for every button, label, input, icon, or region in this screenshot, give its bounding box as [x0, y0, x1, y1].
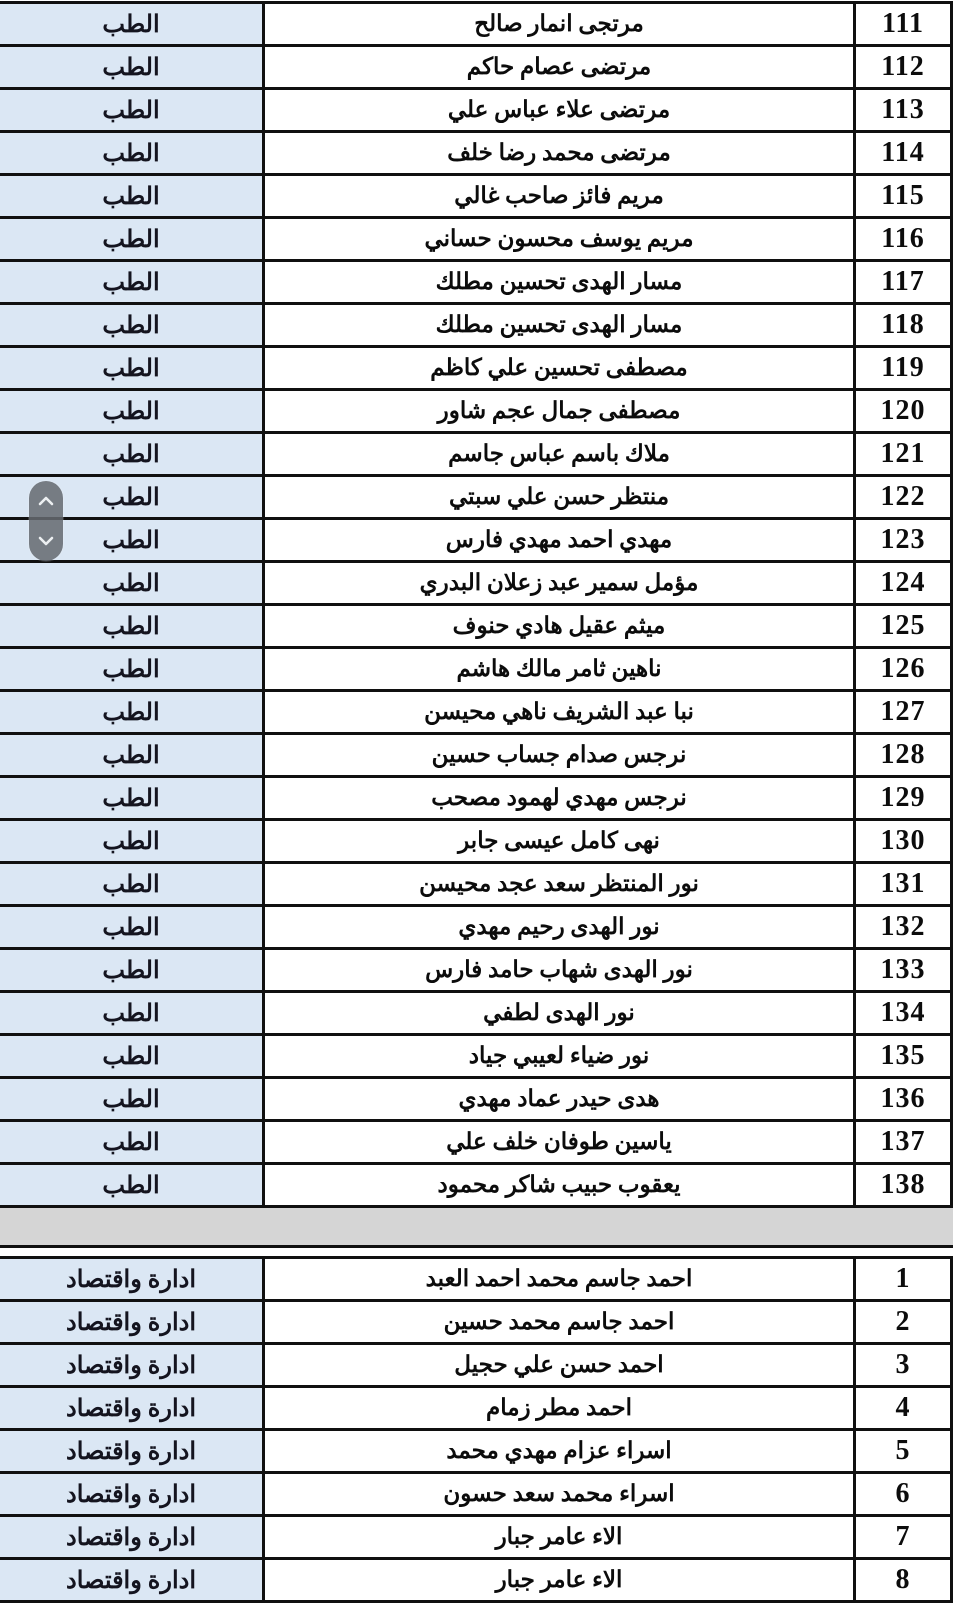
scroll-down-button[interactable] — [29, 521, 63, 561]
chevron-down-icon — [36, 535, 56, 547]
row-number-cell: 133 — [856, 950, 953, 990]
student-name-cell: مسار الهدى تحسين مطلك — [262, 305, 856, 345]
department-cell: الطب — [0, 735, 262, 775]
department-cell: الطب — [0, 176, 262, 216]
department-cell: ادارة واقتصاد — [0, 1431, 262, 1471]
table-row — [0, 864, 953, 907]
department-cell: ادارة واقتصاد — [0, 1560, 262, 1600]
department-cell: الطب — [0, 391, 262, 431]
row-number-cell: 124 — [856, 563, 953, 603]
student-name-cell: نور المنتظر سعد عجد محيسن — [262, 864, 856, 904]
row-number-cell: 129 — [856, 778, 953, 818]
table-row — [0, 821, 953, 864]
row-number-cell: 115 — [856, 176, 953, 216]
row-number-cell: 137 — [856, 1122, 953, 1162]
row-number-cell: 8 — [856, 1560, 953, 1600]
student-name-cell: يعقوب حبيب شاكر محمود — [262, 1165, 856, 1205]
student-name-cell: ياسين طوفان خلف علي — [262, 1122, 856, 1162]
student-name-cell: ميثم عقيل هادي حنوف — [262, 606, 856, 646]
department-cell: الطب — [0, 133, 262, 173]
department-cell: الطب — [0, 993, 262, 1033]
department-cell: الطب — [0, 907, 262, 947]
row-number-cell: 119 — [856, 348, 953, 388]
chevron-up-icon — [36, 495, 56, 507]
table-row — [0, 950, 953, 993]
student-name-cell: مرتجى انمار صالح — [262, 4, 856, 44]
row-number-cell: 127 — [856, 692, 953, 732]
row-number-cell: 112 — [856, 47, 953, 87]
student-name-cell: احمد حسن علي حجيل — [262, 1345, 856, 1385]
row-number-cell: 111 — [856, 4, 953, 44]
student-name-cell: نور الهدى لطفي — [262, 993, 856, 1033]
department-cell: الطب — [0, 606, 262, 646]
table-row — [0, 907, 953, 950]
table-row — [0, 305, 953, 348]
table-row — [0, 993, 953, 1036]
student-name-cell: نور ضياء لعيبي جياد — [262, 1036, 856, 1076]
scroll-widget[interactable] — [29, 481, 63, 561]
row-number-cell: 5 — [856, 1431, 953, 1471]
row-number-cell: 116 — [856, 219, 953, 259]
department-cell: ادارة واقتصاد — [0, 1388, 262, 1428]
department-cell: الطب — [0, 262, 262, 302]
row-number-cell: 131 — [856, 864, 953, 904]
student-name-cell: اسراء عزام مهدي محمد — [262, 1431, 856, 1471]
table-row — [0, 90, 953, 133]
department-cell: الطب — [0, 90, 262, 130]
department-cell: ادارة واقتصاد — [0, 1345, 262, 1385]
row-number-cell: 123 — [856, 520, 953, 560]
row-number-cell: 114 — [856, 133, 953, 173]
row-number-cell: 135 — [856, 1036, 953, 1076]
student-name-cell: مصطفى جمال عجم شاور — [262, 391, 856, 431]
table-row — [0, 1036, 953, 1079]
row-number-cell: 122 — [856, 477, 953, 517]
row-number-cell: 128 — [856, 735, 953, 775]
student-name-cell: ملاك باسم عباس جاسم — [262, 434, 856, 474]
department-cell: الطب — [0, 821, 262, 861]
table-row — [0, 477, 953, 520]
student-name-cell: منتظر حسن علي سبتي — [262, 477, 856, 517]
student-name-cell: نور الهدى رحيم مهدي — [262, 907, 856, 947]
department-cell: الطب — [0, 348, 262, 388]
department-cell: الطب — [0, 477, 262, 517]
table-row — [0, 1517, 953, 1560]
table-row — [0, 606, 953, 649]
row-number-cell: 136 — [856, 1079, 953, 1119]
row-number-cell: 138 — [856, 1165, 953, 1205]
admin-economics-section-table — [0, 1256, 953, 1603]
department-cell: الطب — [0, 4, 262, 44]
department-cell: الطب — [0, 649, 262, 689]
row-number-cell: 117 — [856, 262, 953, 302]
table-row — [0, 219, 953, 262]
student-name-cell: مهدي احمد مهدي فارس — [262, 520, 856, 560]
student-name-cell: مريم يوسف محسون حساني — [262, 219, 856, 259]
table-row — [0, 1165, 953, 1208]
table-row — [0, 262, 953, 305]
table-row — [0, 1388, 953, 1431]
student-name-cell: مؤمل سمير عبد زعلان البدري — [262, 563, 856, 603]
row-number-cell: 6 — [856, 1474, 953, 1514]
student-name-cell: نور الهدى شهاب حامد فارس — [262, 950, 856, 990]
student-name-cell: نبا عبد الشريف ناهي محيسن — [262, 692, 856, 732]
row-number-cell: 4 — [856, 1388, 953, 1428]
student-name-cell: نهى كامل عيسى جابر — [262, 821, 856, 861]
department-cell: الطب — [0, 1122, 262, 1162]
table-row — [0, 649, 953, 692]
student-name-cell: احمد مطر زمام — [262, 1388, 856, 1428]
department-cell: الطب — [0, 1079, 262, 1119]
table-row — [0, 348, 953, 391]
student-name-cell: نرجس صدام جساب حسين — [262, 735, 856, 775]
row-number-cell: 121 — [856, 434, 953, 474]
table-row — [0, 1560, 953, 1603]
table-row — [0, 47, 953, 90]
table-row — [0, 133, 953, 176]
department-cell: الطب — [0, 864, 262, 904]
student-name-cell: مصطفى تحسين علي كاظم — [262, 348, 856, 388]
row-number-cell: 130 — [856, 821, 953, 861]
department-cell: ادارة واقتصاد — [0, 1302, 262, 1342]
scroll-up-button[interactable] — [29, 481, 63, 521]
row-number-cell: 7 — [856, 1517, 953, 1557]
student-name-cell: مرتضى علاء عباس علي — [262, 90, 856, 130]
table-row — [0, 1302, 953, 1345]
student-name-cell: مرتضى محمد رضا خلف — [262, 133, 856, 173]
table-row — [0, 563, 953, 606]
table-row — [0, 1431, 953, 1474]
table-row — [0, 1345, 953, 1388]
student-name-cell: ناهين ثامر مالك هاشم — [262, 649, 856, 689]
department-cell: الطب — [0, 1036, 262, 1076]
table-row — [0, 735, 953, 778]
row-number-cell: 126 — [856, 649, 953, 689]
row-number-cell: 125 — [856, 606, 953, 646]
table-row — [0, 778, 953, 821]
table-row — [0, 1122, 953, 1165]
department-cell: الطب — [0, 305, 262, 345]
department-cell: الطب — [0, 47, 262, 87]
student-name-cell: مسار الهدى تحسين مطلك — [262, 262, 856, 302]
student-name-cell: احمد جاسم محمد حسين — [262, 1302, 856, 1342]
row-number-cell: 1 — [856, 1259, 953, 1299]
table-row — [0, 1079, 953, 1122]
student-name-cell: احمد جاسم محمد احمد العبد — [262, 1259, 856, 1299]
row-number-cell: 113 — [856, 90, 953, 130]
table-row — [0, 434, 953, 477]
row-number-cell: 134 — [856, 993, 953, 1033]
table-row — [0, 1259, 953, 1302]
department-cell: ادارة واقتصاد — [0, 1517, 262, 1557]
row-number-cell: 3 — [856, 1345, 953, 1385]
department-cell: الطب — [0, 563, 262, 603]
department-cell: الطب — [0, 1165, 262, 1205]
student-name-cell: نرجس مهدي لهمود مصحب — [262, 778, 856, 818]
department-cell: الطب — [0, 434, 262, 474]
medicine-section-table — [0, 1, 953, 1208]
department-cell: ادارة واقتصاد — [0, 1259, 262, 1299]
student-name-cell: اسراء محمد سعد حسون — [262, 1474, 856, 1514]
department-cell: الطب — [0, 219, 262, 259]
row-number-cell: 2 — [856, 1302, 953, 1342]
department-cell: الطب — [0, 692, 262, 732]
row-number-cell: 132 — [856, 907, 953, 947]
table-row — [0, 176, 953, 219]
student-name-cell: مرتضى عصام حاكم — [262, 47, 856, 87]
table-row — [0, 520, 953, 563]
table-row — [0, 692, 953, 735]
section-separator-band — [0, 1208, 953, 1248]
table-row — [0, 1474, 953, 1517]
student-name-cell: الاء عامر جبار — [262, 1560, 856, 1600]
student-name-cell: الاء عامر جبار — [262, 1517, 856, 1557]
row-number-cell: 120 — [856, 391, 953, 431]
department-cell: الطب — [0, 950, 262, 990]
department-cell: الطب — [0, 520, 262, 560]
department-cell: الطب — [0, 778, 262, 818]
student-name-cell: مريم فائز صاحب غالي — [262, 176, 856, 216]
row-number-cell: 118 — [856, 305, 953, 345]
department-cell: ادارة واقتصاد — [0, 1474, 262, 1514]
student-name-cell: هدى حيدر عماد مهدي — [262, 1079, 856, 1119]
table-row — [0, 391, 953, 434]
table-row — [0, 4, 953, 47]
